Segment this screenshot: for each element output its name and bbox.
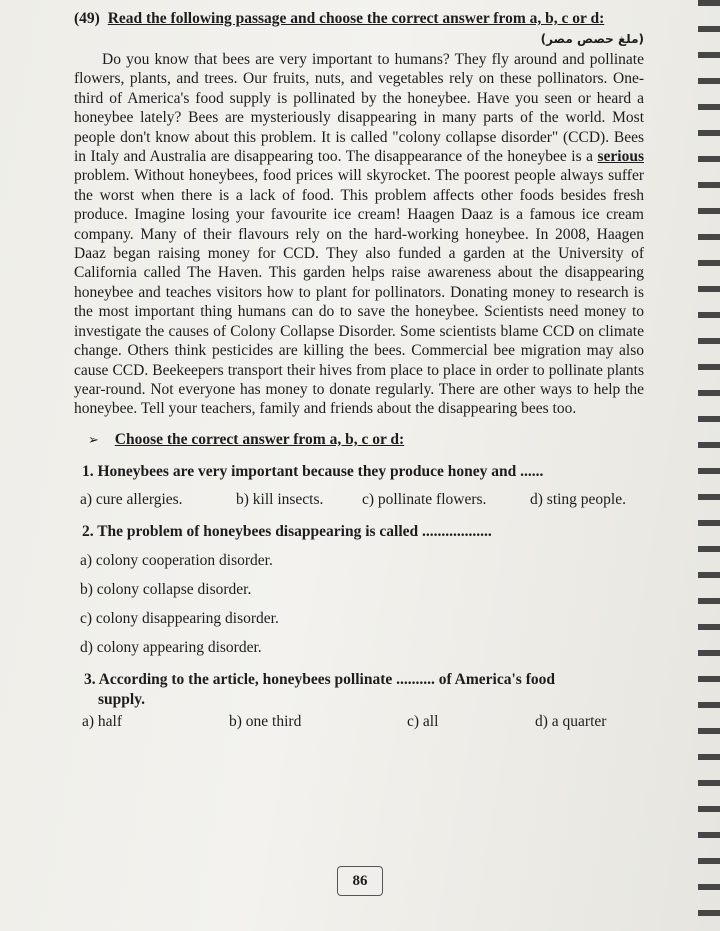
question-1: 1. Honeybees are very important because they produce honey and ......	[82, 462, 544, 480]
exercise-number: (49)	[74, 10, 100, 27]
q1-option-d[interactable]: d) sting people.	[530, 490, 626, 508]
passage-text-before: Do you know that bees are very important to humans? They fly around and pollinate flowers, plants, and trees. Our fruits, nuts, and vegetables rely on these pollinators. One-third of America's food supply is pollinated by the honeybee. Have you seen or heard a honeybee lately? Bees are mysteriously disappearing in many parts of the world. Most people don't know about this problem. It is called "colony collapse disorder" (CCD). Bees in Italy and Australia are disappearing too. The disappearance of the honeybee is a	[74, 51, 644, 166]
question-2-options	[80, 552, 644, 657]
q3-option-b[interactable]: b) one third	[229, 712, 302, 730]
q3-option-a[interactable]: a) half	[82, 712, 123, 730]
q2-option-c[interactable]: c) colony disappearing disorder.	[80, 609, 279, 627]
reading-passage	[74, 50, 644, 419]
question-1-options	[80, 491, 644, 509]
q1-option-b[interactable]: b) kill insects.	[236, 490, 324, 508]
question-3-line1: 3. According to the article, honeybees pollinate .......... of America's food	[84, 670, 555, 688]
page-number: 86	[337, 866, 383, 896]
question-2: 2. The problem of honeybees disappearing is called ..................	[82, 522, 492, 540]
q1-option-c[interactable]: c) pollinate flowers.	[362, 490, 487, 508]
arabic-note: (ملغ حصص مصر)	[540, 32, 644, 46]
q3-option-d[interactable]: d) a quarter	[535, 712, 607, 730]
passage-text-after: problem. Without honeybees, food prices will skyrocket. The poorest people always suffer the worst when there is a lack of food. This problem affects other foods besides fresh produce. Imagine losing your favourite ice cream! Haagen Daaz is a famous ice cream company. Many of their flavours rely on the hard-working honeybee. In 2008, Haagen Daaz began raising money for CCD. They also funded a garden at the University of California called The Haven. This garden helps raise awareness about the disappearing honeybee and teaches visitors how to plant for pollinators. Donating money to research is the most important thing humans can do to save the honeybee. Scientists need money to investigate the causes of Colony Collapse Disorder. Some scientists blame CCD on climate change. Others think pesticides are killing the bees. Commercial bee migration may also cause CCD. Beekeepers transport their hives from place to place in order to pollinate plants year-round. Not everyone has money to donate regularly. There are other ways to help the honeybee. Tell your teachers, family and friends about the disappearing bees too.	[74, 167, 644, 418]
q1-option-a[interactable]: a) cure allergies.	[80, 490, 183, 508]
q3-option-c[interactable]: c) all	[407, 712, 439, 730]
passage-highlight-word: serious	[597, 148, 644, 166]
question-3-line2: supply.	[98, 690, 145, 708]
q2-option-d[interactable]: d) colony appearing disorder.	[80, 638, 262, 656]
question-3	[84, 671, 644, 709]
questions-instruction	[88, 431, 644, 449]
questions-instruction-text: Choose the correct answer from a, b, c or d:	[114, 430, 405, 448]
exercise-instruction: Read the following passage and choose the correct answer from a, b, c or d:	[107, 10, 605, 27]
q2-option-b[interactable]: b) colony collapse disorder.	[80, 580, 252, 598]
exercise-header	[74, 10, 644, 28]
spiral-binding	[698, 0, 720, 931]
arrow-icon: ➢	[88, 432, 99, 448]
worksheet	[74, 10, 644, 731]
question-3-options	[82, 713, 644, 731]
q2-option-a[interactable]: a) colony cooperation disorder.	[80, 551, 273, 569]
